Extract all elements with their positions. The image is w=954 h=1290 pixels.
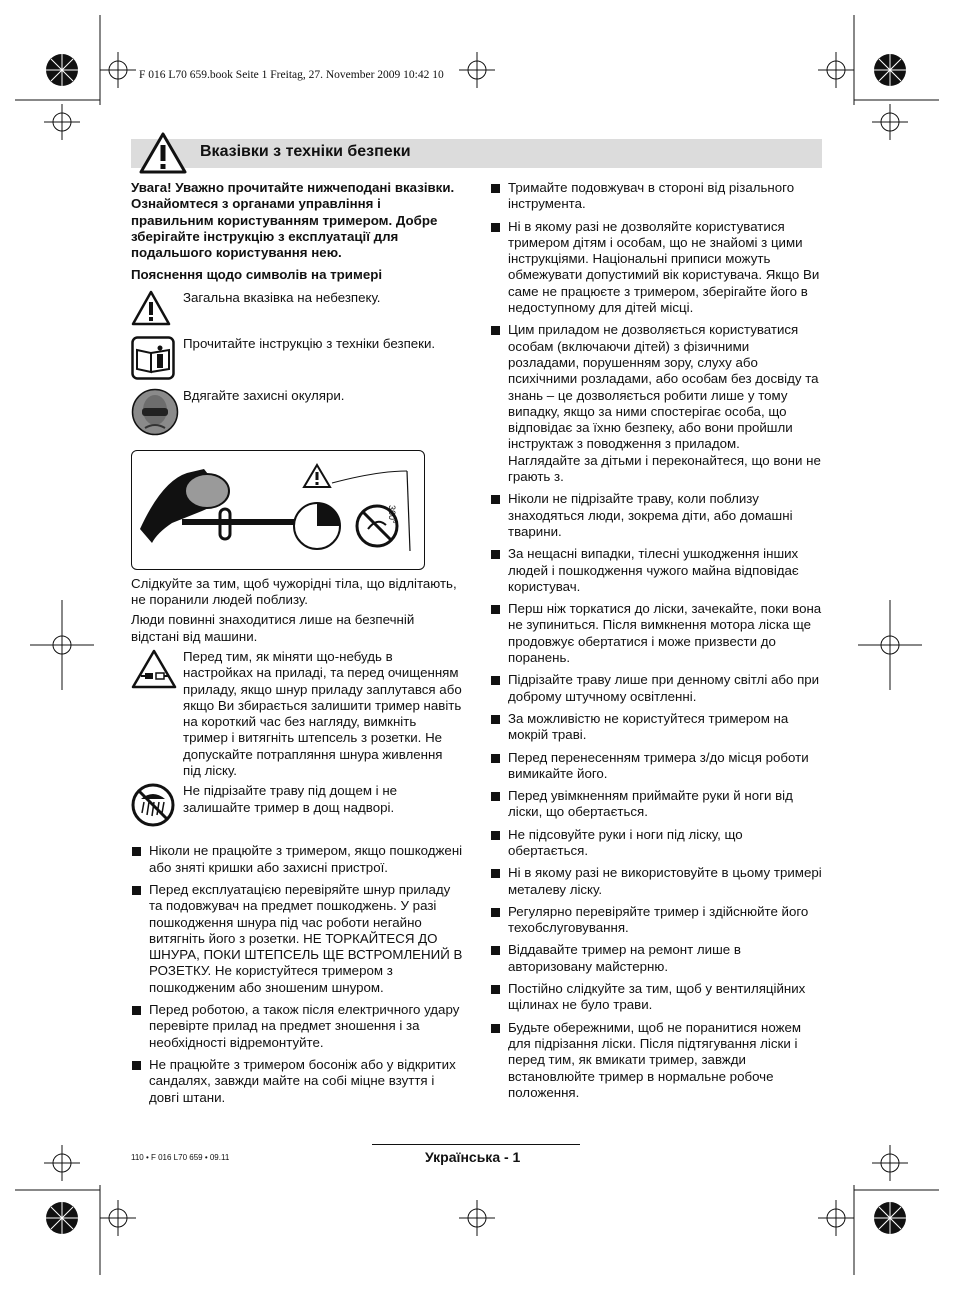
file-header-line: F 016 L70 659.book Seite 1 Freitag, 27. November 2009 10:42 10 bbox=[139, 69, 444, 81]
page-number: Українська - 1 bbox=[425, 1149, 521, 1165]
left-column bbox=[131, 180, 463, 1106]
footer-rule bbox=[372, 1144, 580, 1145]
list-item: Не працюйте з тримером босоніж або у відкритих сандалях, завжди майте на собі міцне взуття і довгі штани. bbox=[131, 1057, 463, 1106]
list-item: Цим приладом не дозволяється користуватися особам (включаючи дітей) з фізичними розладами, порушенням зору, слуху або психічними розладами, або особам без досвіду та знань – це дозволяється робити лише у тому випадку, якщо за ними спостерігає особа, що відповідає за їхню безпеку, або вони пройшли інструктаж з поводження з приладом. bbox=[490, 322, 822, 452]
footer-code: 110 • F 016 L70 659 • 09.11 bbox=[131, 1153, 230, 1162]
list-item: Віддавайте тример на ремонт лише в авторизовану майстерню. bbox=[490, 942, 822, 975]
symbol-unplug bbox=[131, 649, 463, 779]
symbol-rain bbox=[131, 783, 463, 829]
list-item: Ні в якому разі не дозволяйте користуватися тримером дітям і особам, що не знайомі з цими інструкціями. Національні приписи можуть обмежувати допустимий вік користувача. Якщо Ви саме не працюєте з тримером, зберігайте його в недоступному для дітей місці. bbox=[490, 219, 822, 317]
list-item: За нещасні випадки, тілесні ушкодження інших людей і пошкодження чужого майна відповідає користувач. bbox=[490, 546, 822, 595]
angle-label: 360° bbox=[387, 504, 397, 524]
list-item: Будьте обережними, щоб не поранитися ножем для підрізання ліски. Після підтягування ліски і перед тим, як вмикати тример, завжди встановлюйте тример в нормальне робоче положення. bbox=[490, 1020, 822, 1101]
symbol-read-text: Прочитайте інструкцію з техніки безпеки. bbox=[183, 335, 436, 351]
symbols-heading: Пояснення щодо символів на тримері bbox=[131, 267, 383, 283]
left-bullet-list bbox=[131, 843, 463, 1105]
symbol-rain-text: Не підрізайте траву під дощем і не залишайте тример в дощ надворі. bbox=[183, 783, 398, 815]
no-rain-icon bbox=[131, 783, 175, 827]
list-item: Перед роботою, а також після електричного удару перевірте прилад на предмет зношення і за необхідності відремонтуйте. bbox=[131, 1002, 463, 1051]
page-title: Вказівки з техніки безпеки bbox=[200, 143, 411, 160]
trimmer-illustration bbox=[132, 451, 424, 569]
warning-triangle-icon bbox=[138, 131, 188, 175]
safe-distance-text: Люди повинні знаходитися лише на безпечній відстані від машини. bbox=[131, 612, 415, 644]
list-item: Не підсовуйте руки і ноги під ліску, що обертається. bbox=[490, 827, 822, 860]
hazard-triangle-icon bbox=[131, 290, 171, 326]
unplug-warning-icon bbox=[131, 649, 177, 689]
trimmer-figure bbox=[131, 450, 425, 570]
children-note: Наглядайте за дітьми і переконайтеся, що вони не грають з. bbox=[508, 452, 821, 485]
list-item: Перед експлуатацією перевіряйте шнур приладу та подовжувач на предмет пошкоджень. У разі пошкодження шнура під час роботи негайно витягніть його з розетки. НЕ ТОРКАЙТЕСЯ ДО ШНУРА, ПОКИ ШТЕПСЕЛЬ ЩЕ ВСТРОМЛЕНИЙ В РОЗЕТКУ. Не користуйтеся тримером з пошкодженим або зношеним шнуром. bbox=[131, 882, 463, 996]
symbol-glasses-text: Вдягайте захисні окуляри. bbox=[183, 387, 345, 403]
warning-text: Увага! Уважно прочитайте нижчеподані вказівки. Ознайомтеся з органами управління і правильним користуванням тримером. Добре зберігайте інструкцію з експлуатації для подальшого користування нею. bbox=[131, 180, 455, 261]
safety-glasses-icon bbox=[131, 388, 179, 436]
list-item: За можливістю не користуйтеся тримером на мокрій траві. bbox=[490, 711, 822, 744]
read-manual-icon bbox=[131, 336, 175, 380]
list-item: Ні в якому разі не використовуйте в цьому тримері металеву ліску. bbox=[490, 865, 822, 898]
foreign-bodies-text: Слідкуйте за тим, щоб чужорідні тіла, що відлітають, не поранили людей поблизу. bbox=[131, 575, 457, 608]
list-item: Перш ніж торкатися до ліски, зачекайте, поки вона не зупиниться. Після вимкнення мотора ліска ще продовжує обертатися і може призвести до поранень. bbox=[490, 601, 822, 666]
right-column bbox=[490, 180, 822, 1101]
symbol-general bbox=[131, 290, 463, 330]
symbol-general-text: Загальна вказівка на небезпеку. bbox=[183, 289, 381, 305]
list-item: Перед перенесенням тримера з/до місця роботи вимикайте його. bbox=[490, 750, 822, 783]
list-item: Ніколи не підрізайте траву, коли поблизу знаходяться люди, зокрема діти, або домашні тварини. bbox=[490, 491, 822, 540]
list-item: Регулярно перевіряйте тример і здійснюйте його техобслуговування. bbox=[490, 904, 822, 937]
list-item: Ніколи не працюйте з тримером, якщо пошкоджені або зняті кришки або захисні пристрої. bbox=[131, 843, 463, 876]
list-item: Перед увімкненням приймайте руки й ноги від ліски, що обертається. bbox=[490, 788, 822, 821]
symbol-unplug-text: Перед тим, як міняти що-небудь в настройках на приладі, та перед очищенням приладу, якщо шнур приладу заплутався або якщо Ви збирається залишити тример навіть на короткий час без нагляду, вимкніть тример і витягніть штепсель з розетки. Не допускайте потрапляння шнура живлення під ліску. bbox=[183, 648, 462, 779]
list-item: Підрізайте траву лише при денному світлі або при доброму штучному освітленні. bbox=[490, 672, 822, 705]
symbol-read bbox=[131, 336, 463, 382]
list-item: Постійно слідкуйте за тим, щоб у вентиляційних щілинах не було трави. bbox=[490, 981, 822, 1014]
list-item: Тримайте подовжувач в стороні від різального інструмента. bbox=[490, 180, 822, 213]
symbol-glasses bbox=[131, 388, 463, 438]
